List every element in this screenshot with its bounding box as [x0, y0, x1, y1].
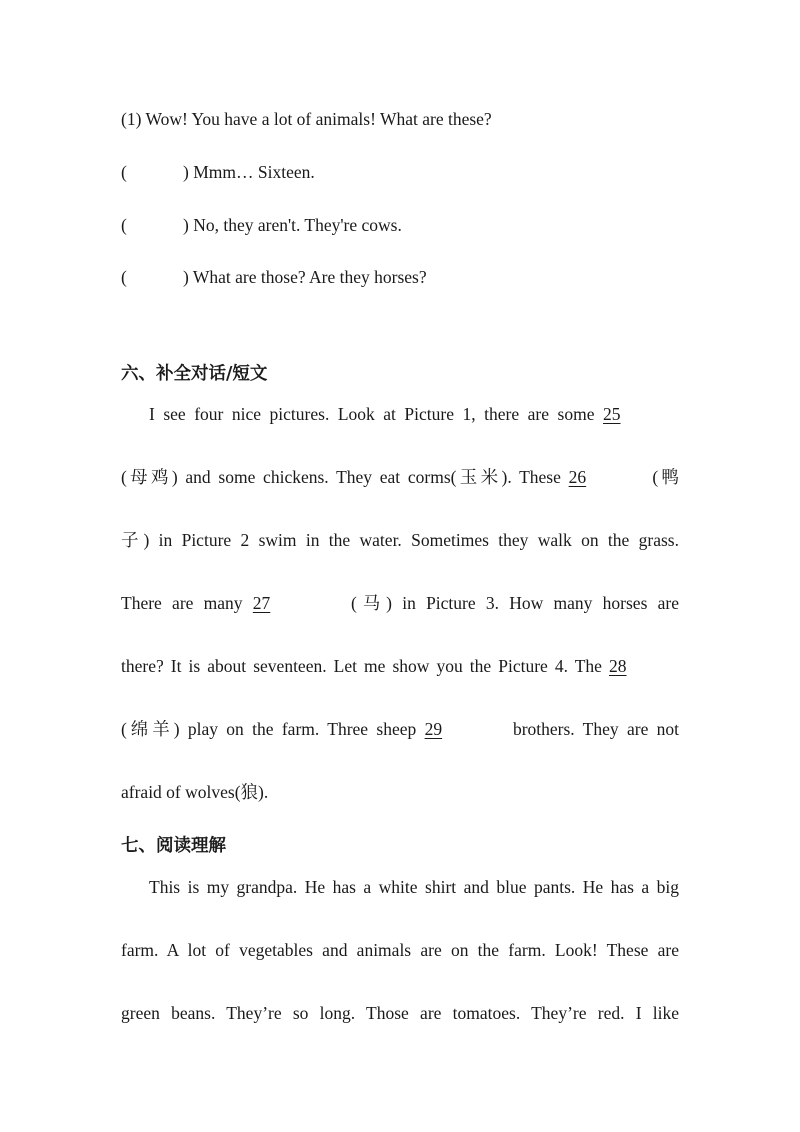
passage-line-6: (绵羊) play on the farm. Three sheep 29 brothers. They are not — [121, 719, 680, 739]
dialogue-line-2: ( ) No, they aren't. They're cows. — [121, 215, 402, 235]
passage-line-1: I see four nice pictures. Look at Picture 1, there are some 25 — [149, 403, 679, 425]
blank-29[interactable]: 29 — [424, 719, 443, 739]
answer-slot-3[interactable]: ( — [121, 267, 127, 287]
dialogue-line-1: ( ) Mmm… Sixteen. — [121, 162, 315, 182]
blank-28[interactable]: 28 — [609, 656, 627, 676]
reading-line-1: This is my grandpa. He has a white shirt and blue pants. He has a big — [149, 877, 679, 897]
passage-line-3: 子) in Picture 2 swim in the water. Sometimes they walk on the grass. — [121, 530, 679, 550]
reading-line-3: green beans. They’re so long. Those are tomatoes. They’re red. I like — [121, 1003, 679, 1023]
answer-slot-2[interactable]: ( — [121, 215, 127, 235]
passage-line-4: There are many 27 (马) in Picture 3. How many horses are — [121, 593, 679, 613]
dialogue-line-3: ( ) What are those? Are they horses? — [121, 267, 427, 287]
blank-27[interactable]: 27 — [252, 593, 271, 613]
passage-line-7: afraid of wolves(狼). — [121, 782, 269, 802]
passage-line-5: there? It is about seventeen. Let me show you the Picture 4. The 28 — [121, 655, 679, 677]
blank-26[interactable]: 26 — [568, 467, 587, 487]
answer-slot-1[interactable]: ( — [121, 162, 127, 182]
section-7-heading: 七、阅读理解 — [121, 836, 226, 856]
section-6-heading: 六、补全对话/短文 — [121, 364, 268, 384]
reading-line-2: farm. A lot of vegetables and animals are on the farm. Look! These are — [121, 940, 679, 960]
blank-25[interactable]: 25 — [603, 404, 621, 424]
passage-line-2: (母鸡) and some chickens. They eat corms(玉米). These 26 (鸭 — [121, 467, 680, 487]
question-1: (1) Wow! You have a lot of animals! What are these? — [121, 109, 492, 129]
